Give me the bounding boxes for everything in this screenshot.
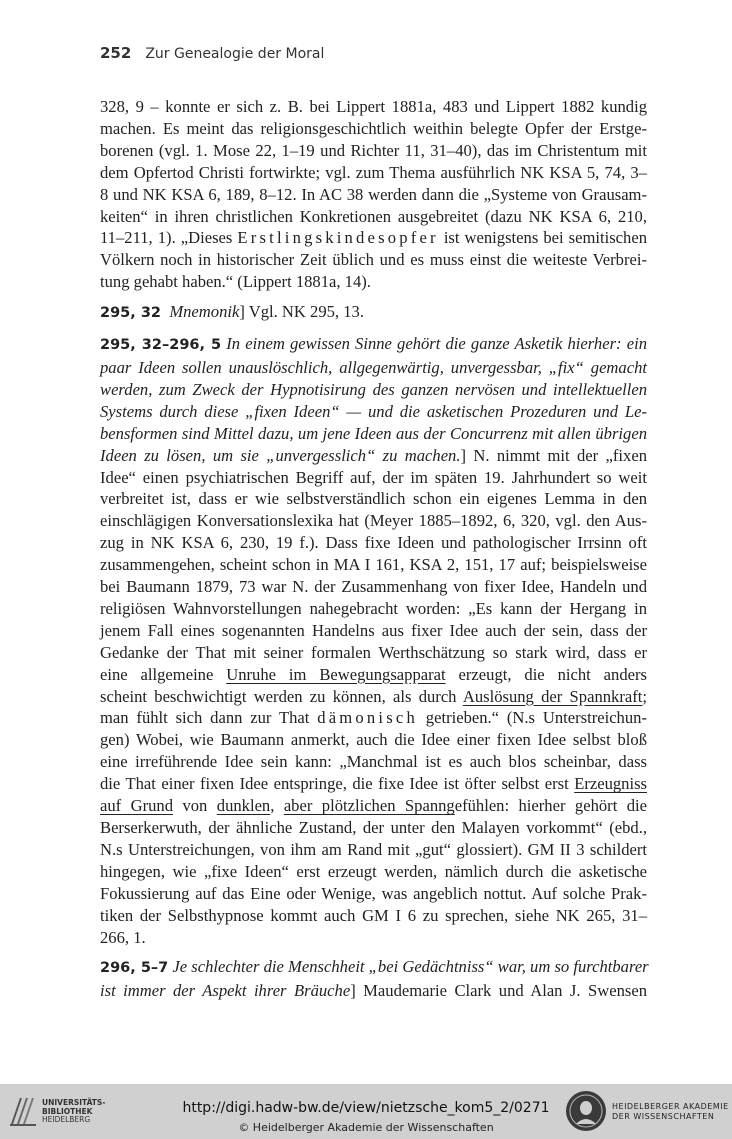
spaced-word: Erstlingskindesopfer bbox=[237, 228, 439, 248]
library-name-line: UNIVERSITÄTS- bbox=[42, 1098, 106, 1107]
underlined-phrase: dunklen bbox=[216, 796, 271, 816]
text-line: werden, zum Zweck der Hypnotisirung des ganzen nervösen und intellektuellen bbox=[100, 379, 647, 399]
paragraph-3 bbox=[100, 333, 647, 948]
text-line bbox=[100, 301, 647, 325]
text-line bbox=[100, 707, 647, 729]
text-line bbox=[100, 795, 647, 817]
text-line bbox=[100, 686, 647, 708]
underlined-phrase: aber plötzlichen Spanng bbox=[283, 796, 455, 816]
text-run: ; bbox=[642, 686, 647, 706]
page-number: 252 bbox=[100, 44, 132, 62]
text-run: ist wenigstens bei semitischen bbox=[438, 228, 647, 248]
academy-name bbox=[612, 1102, 729, 1122]
source-url-link[interactable]: http://digi.hadw-bw.de/view/nietzsche_kom5_2/0271 bbox=[182, 1100, 550, 1116]
text-line: bensformen sind Mittel dazu, um jene Ideen aus der Concurrenz mit allen übrigen bbox=[100, 423, 647, 443]
text-run: ] Maudemarie Clark und Alan J. Swensen bbox=[350, 981, 647, 1001]
line-reference: 296, 5–7 bbox=[100, 960, 169, 977]
text-line: zusammengehen, scheint schon in MA I 161, KSA 2, 151, 17 auf; beispielsweise bbox=[100, 555, 647, 575]
text-line: Systems durch diese „fixen Ideen“ — und die asketischen Prozeduren und Le- bbox=[100, 401, 647, 421]
running-head bbox=[100, 44, 324, 62]
footer-bar bbox=[0, 1084, 732, 1139]
paragraph-4 bbox=[100, 956, 647, 1002]
text-line bbox=[100, 956, 647, 980]
text-line: gen) Wobei, wie Baumann anmerkt, auch die Idee einer fixen Idee selbst bloß bbox=[100, 730, 647, 750]
text-line: Berserkerwuth, der ähnliche Zustand, der unter den Malayen vorkommt“ (ebd., bbox=[100, 818, 647, 837]
commentary-body bbox=[100, 96, 647, 1002]
text-line: verbreitet ist, dass er wie selbstverständlich schon ein eigenes Lemma in den bbox=[100, 489, 647, 509]
text-run: , bbox=[270, 796, 284, 816]
library-name-line: HEIDELBERG bbox=[42, 1115, 91, 1124]
text-line: religiösen Wahnvorstellungen nahegebracht worden: „Es kann der Hergang in bbox=[100, 598, 647, 618]
lemma: Je schlechter die Menschheit „bei Gedächtniss“ war, um so furchtbarer bbox=[168, 957, 649, 977]
text-line: tung gehabt haben.“ (Lippert 1881a, 14). bbox=[100, 272, 371, 292]
text-run: man fühlt sich dann zur That bbox=[100, 708, 318, 728]
text-run: von bbox=[173, 796, 217, 816]
text-line: Fokussierung auf das Eine oder Wenige, was angeblich nottut. Auf solche Prak- bbox=[100, 883, 647, 903]
text-run: efühlen: hierher gehört die bbox=[454, 796, 648, 816]
text-line: N.s Unterstreichungen, von ihm am Rand mit „gut“ glossiert). GM II 3 schildert bbox=[100, 839, 647, 859]
lemma: ist immer der Aspekt ihrer Bräuche bbox=[100, 981, 351, 1001]
text-run: ] Vgl. NK 295, 13. bbox=[239, 302, 364, 322]
text-run: scheint beschwichtigt werden zu können, als durch bbox=[100, 686, 463, 706]
text-line bbox=[100, 664, 647, 686]
spaced-word: dämonisch bbox=[317, 708, 418, 728]
text-run: getrieben.“ (N.s Unterstreichun- bbox=[417, 708, 647, 728]
lemma: Mnemonik bbox=[169, 302, 240, 322]
text-line bbox=[100, 227, 647, 249]
library-name-line: BIBLIOTHEK bbox=[42, 1106, 93, 1116]
text-line: Gedanke der That mit seiner formalen Werthschätzung so stark wird, dass er bbox=[100, 642, 647, 662]
text-line: einschlägigen Konversationslexika hat (Meyer 1885–1892, 6, 320, vgl. den Aus- bbox=[100, 511, 647, 531]
text-line: 266, 1. bbox=[100, 927, 146, 947]
text-line: tiken der Selbsthypnose kommt auch GM I 6 zu sprechen, siehe NK 265, 31– bbox=[100, 905, 647, 925]
text-line bbox=[100, 333, 647, 357]
lemma: Ideen zu lösen, um sie „unvergesslich“ zu machen. bbox=[100, 445, 461, 465]
text-line: 328, 9 – konnte er sich z. B. bei Lippert 1881a, 483 und Lippert 1882 kundig bbox=[100, 97, 647, 116]
text-line bbox=[100, 445, 647, 467]
text-line bbox=[100, 980, 647, 1002]
underlined-phrase: Auslösung der Spannkraft bbox=[462, 686, 643, 706]
lemma: In einem gewissen Sinne gehört die ganze Asketik hierher: ein bbox=[221, 334, 647, 354]
copyright-notice: © Heidelberger Akademie der Wissenschaften bbox=[238, 1121, 494, 1134]
text-line: machen. Es meint das religionsgeschichtlich weithin belegte Opfer der Erstge- bbox=[100, 118, 647, 138]
text-run: die That einer fixen Idee entspringe, die fixe Idee ist öfter selbst erst bbox=[100, 774, 575, 794]
text-line: borenen (vgl. 1. Mose 22, 1–19 und Richter 11, 31–40), das im Christentum mit bbox=[100, 140, 647, 160]
text-line: jenem Fall eines sogenannten Handelns aus fixer Idee auch der sein, dass der bbox=[100, 620, 647, 640]
text-line: dem Opfertod Christi fortwirkte; vgl. zum Thema ausführlich NK KSA 5, 74, 3– bbox=[100, 162, 647, 182]
paragraph-2 bbox=[100, 301, 647, 325]
text-line: 8 und NK KSA 6, 189, 8–12. In AC 38 werden dann die „Systeme von Grausam- bbox=[100, 184, 647, 204]
academy-name-line: HEIDELBERGER AKADEMIE bbox=[612, 1102, 729, 1111]
running-title: Zur Genealogie der Moral bbox=[145, 46, 325, 62]
text-line: keiten“ in ihren christlichen Konkretionen ausgebreitet (dazu NK KSA 6, 210, bbox=[100, 206, 647, 226]
text-run: eine allgemeine bbox=[100, 664, 227, 684]
academy-seal-icon bbox=[565, 1090, 607, 1132]
text-run: erzeugt, die nicht anders bbox=[445, 664, 647, 684]
underlined-phrase: Unruhe im Bewegungsapparat bbox=[226, 664, 446, 684]
paragraph-1 bbox=[100, 96, 647, 293]
text-line: eine irreführende Idee sein kann: „Manchmal ist es auch blos scheinbar, dass bbox=[100, 752, 647, 772]
text-line: zug in NK KSA 6, 230, 19 f.). Dass fixe Ideen und pathologischer Irrsinn oft bbox=[100, 533, 647, 553]
line-reference: 295, 32–296, 5 bbox=[100, 337, 222, 354]
underlined-phrase: Erzeugniss bbox=[574, 774, 647, 794]
text-line: hingegen, wie „fixe Ideen“ erst erzeugt werden, nämlich durch die asketische bbox=[100, 861, 647, 881]
text-run: 11–211, 1). „Dieses bbox=[100, 228, 238, 248]
text-run: ] N. nimmt mit der „fixen bbox=[460, 445, 647, 465]
text-line: Völkern noch in historischer Zeit üblich und es muss einst die weiteste Verbrei- bbox=[100, 250, 647, 270]
text-line: bei Baumann 1879, 73 war N. der Zusammenhang von fixer Idee, Handeln und bbox=[100, 577, 647, 597]
line-reference: 295, 32 bbox=[100, 305, 162, 322]
text-line: paar Ideen sollen unauslöschlich, allgegenwärtig, unvergessbar, „fix“ gemacht bbox=[100, 357, 647, 377]
underlined-phrase: auf Grund bbox=[100, 796, 174, 816]
academy-name-line: DER WISSENSCHAFTEN bbox=[612, 1112, 715, 1121]
text-line bbox=[100, 773, 647, 795]
text-line: Idee“ einen psychiatrischen Begriff auf, der im späten 19. Jahrhundert so weit bbox=[100, 467, 647, 487]
